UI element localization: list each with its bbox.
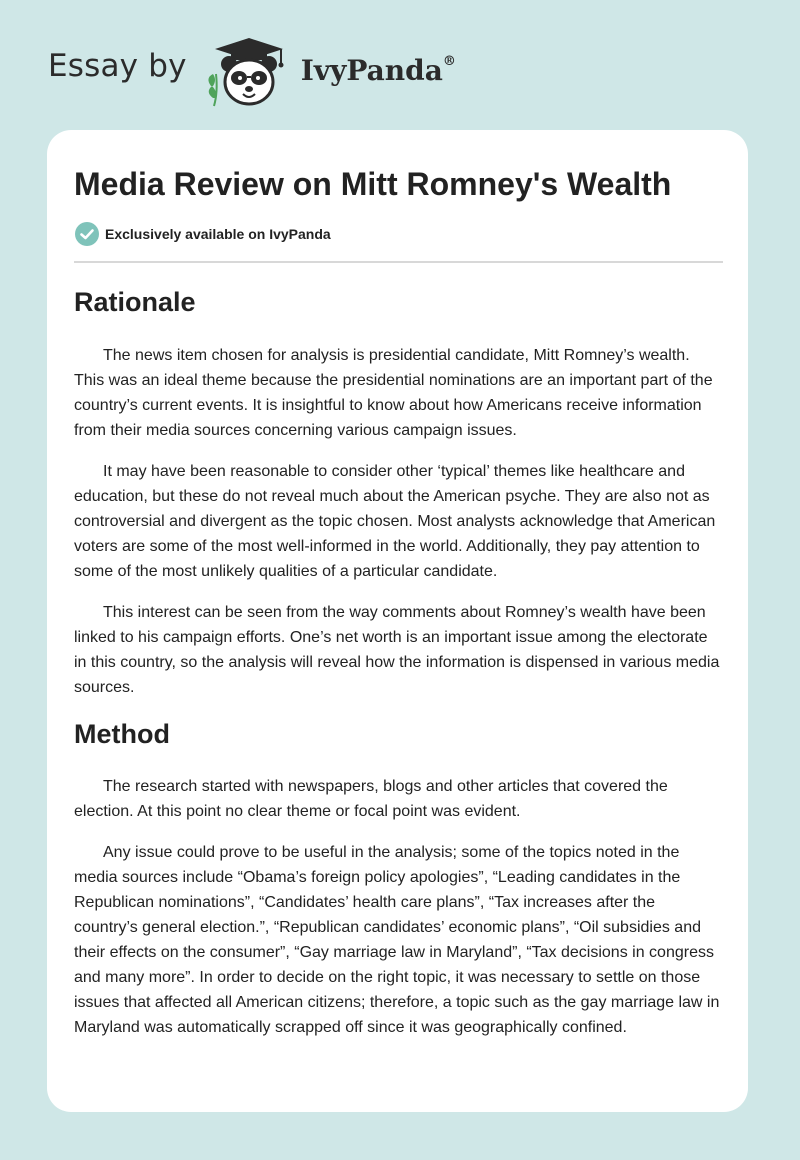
page-title: Media Review on Mitt Romney's Wealth: [74, 166, 672, 202]
brand-name: IvyPanda®: [300, 53, 456, 87]
article-content: [74, 282, 723, 1040]
article-card: [47, 130, 748, 1112]
exclusive-label: Exclusively available on IvyPanda: [105, 226, 331, 242]
brand-header[interactable]: [48, 34, 456, 110]
section-heading-rationale: Rationale: [74, 287, 196, 317]
section-heading-method: Method: [74, 719, 170, 749]
graduation-panda-logo-icon: [203, 34, 295, 110]
paragraph: Any issue could prove to be useful in the analysis; some of the topics noted in the media sources include “Obama’s foreign policy apologies”, “Leading candidates in the Republican nominations”, “Candidates’ health care plans”, “Tax increases after the country’s general election.”, “Republican candidates’ economic plans”, “Oil subsidies and their effects on the consumer”, “Gay marriage law in Maryland”, “Tax decisions in congress and many more”. In order to decide on the right topic, it was necessary to settle on those issues that affected all American citizens; therefore, a topic such as the gay marriage law in Maryland was automatically scrapped off since it was geographically confined.: [74, 844, 720, 1036]
paragraph: It may have been reasonable to consider other ‘typical’ themes like healthcare and education, but these do not reveal much about the American psyche. They are also not as controversial and divergent as the topic chosen. Most analysts acknowledge that American voters are some of the most well-informed in the world. Additionally, they pay attention to some of the most unlikely qualities of a particular candidate.: [74, 463, 716, 580]
check-circle-icon: [74, 221, 100, 247]
paragraph: The research started with newspapers, blogs and other articles that covered the election. At this point no clear theme or focal point was evident.: [74, 778, 668, 820]
brand-prefix: Essay by: [48, 48, 187, 84]
divider: [74, 261, 723, 263]
paragraph: The news item chosen for analysis is presidential candidate, Mitt Romney’s wealth. This was an ideal theme because the presidential nominations are an important part of the country’s current events. It is insightful to know about how Americans receive information from their media sources concerning various campaign issues.: [74, 347, 713, 439]
exclusive-badge: [74, 221, 331, 247]
registered-mark: ®: [442, 54, 456, 70]
paragraph: This interest can be seen from the way comments about Romney’s wealth have been linked to his campaign efforts. One’s net worth is an important issue among the electorate in this country, so the analysis will reveal how the information is dispensed in various media sources.: [74, 604, 720, 696]
